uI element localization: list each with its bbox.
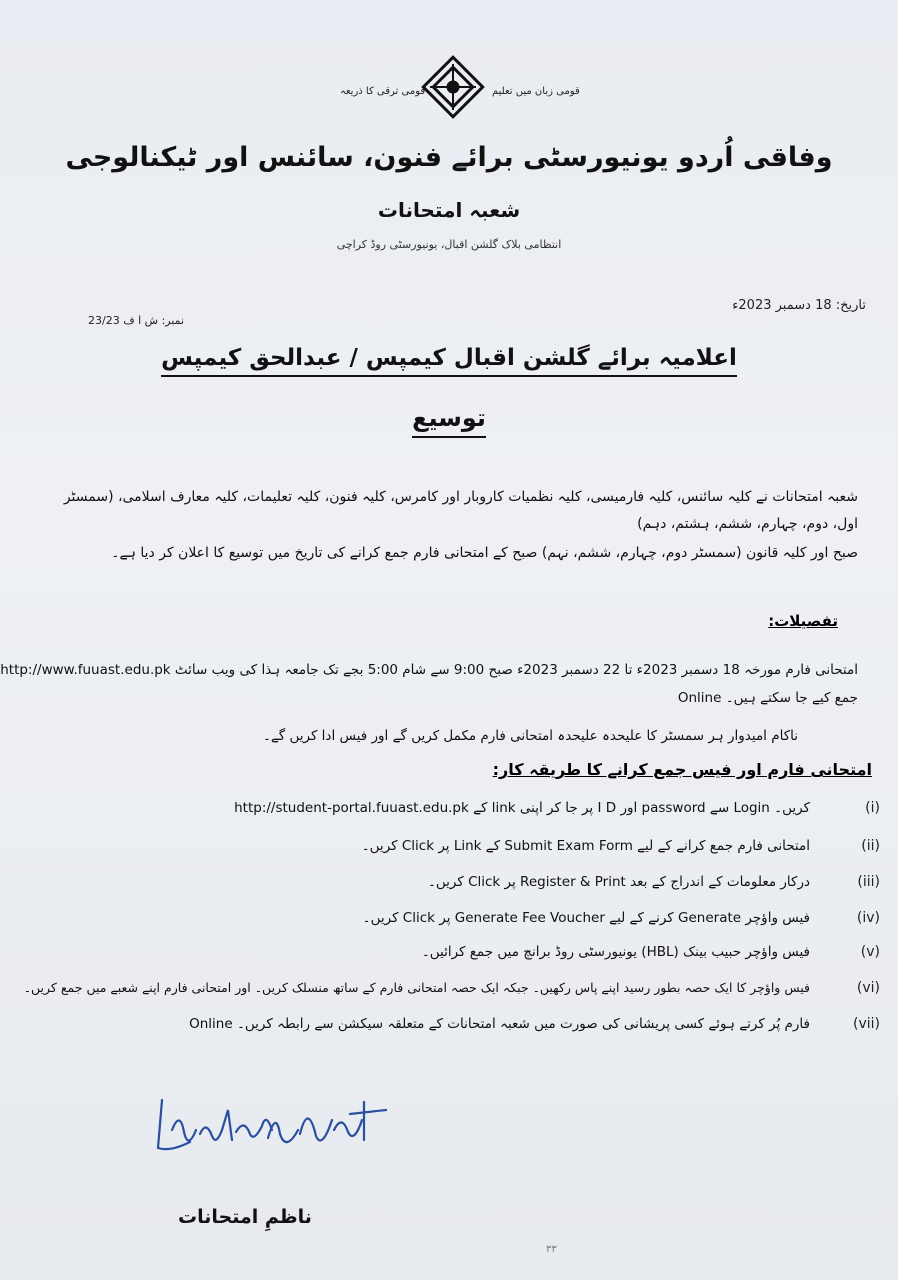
procedure-heading: امتحانی فارم اور فیس جمع کرانے کا طریقہ کار: [492, 760, 872, 779]
details-line-2: Online جمع کیے جا سکتے ہیں۔ [677, 690, 858, 706]
step-text: فیس واؤچر حبیب بینک (HBL) یونیورسٹی روڈ برانچ میں جمع کرائیں۔ [421, 944, 810, 960]
step-number: (i) [865, 800, 880, 816]
university-name: وفاقی اُردو یونیورسٹی برائے فنون، سائنس اور ٹیکنالوجی [65, 142, 833, 173]
details-line-1: امتحانی فارم مورخہ 18 دسمبر 2023ء تا 22 دسمبر 2023ء صبح 9:00 سے شام 5:00 بجے تک جامعہ ہذا کی ویب سائٹ http://www.fuuast.edu.pk [0, 662, 858, 678]
notice-subtitle-text: توسیع [412, 404, 486, 438]
details-heading: تفصیلات: [768, 612, 838, 630]
page-mark: ٣٣ [546, 1244, 557, 1255]
motto-right: قومی زبان میں تعلیم [492, 86, 580, 97]
motto-left: قومی ترقی کا ذریعہ [340, 86, 426, 97]
notice-body-line-1: شعبہ امتحانات نے کلیہ سائنس، کلیہ فارمیسی، کلیہ نظمیات کاروبار اور کامرس، کلیہ فنون، کلیہ تعلیمات، کلیہ معارف اسلامی، (سمسٹر اول، دوم، چہارم، ششم، ہشتم، دہم) [63, 489, 858, 532]
signer-title: ناظمِ امتحانات [178, 1206, 312, 1228]
procedure-step [190, 800, 880, 824]
step-text: امتحانی فارم جمع کرانے کے لیے Submit Exam Form کے Link پر Click کریں۔ [361, 838, 810, 854]
step-number: (ii) [861, 838, 880, 854]
procedure-step [190, 1016, 880, 1040]
procedure-step [190, 838, 880, 862]
university-emblem-icon [418, 52, 488, 122]
notice-title-text: اعلامیہ برائے گلشن اقبال کیمپس / عبدالحق کیمپس [161, 345, 737, 377]
university-logo [340, 52, 580, 122]
notice-subtitle [0, 404, 898, 432]
step-text: درکار معلومات کے اندراج کے بعد Register & Print پر Click کریں۔ [427, 874, 810, 890]
step-number: (iii) [857, 874, 880, 890]
step-number: (iv) [856, 910, 880, 926]
procedure-step [190, 944, 880, 968]
procedure-step [190, 874, 880, 898]
department-address: انتظامی بلاک گلشن اقبال، یونیورسٹی روڈ کراچی [336, 238, 562, 251]
procedure-step [23, 980, 880, 1004]
details-line-3: ناکام امیدوار ہر سمسٹر کا علیحدہ علیحدہ امتحانی فارم مکمل کریں گے اور فیس ادا کریں گے۔ [262, 728, 798, 744]
reference-number: نمبر: ش ا ف 23/23 [88, 314, 185, 327]
procedure-step [190, 910, 880, 934]
notice-body-line-2: صبح اور کلیہ قانون (سمسٹر دوم، چہارم، ششم، نہم) صبح کے امتحانی فارم جمع کرانے کی تاریخ میں توسیع کا اعلان کر دیا ہے۔ [111, 545, 858, 561]
step-text: فیس واؤچر Generate کرنے کے لیے Generate Fee Voucher پر Click کریں۔ [362, 910, 810, 926]
notice-title [0, 345, 898, 371]
department-name: شعبہ امتحانات [377, 198, 521, 222]
issue-date: تاریخ: 18 دسمبر 2023ء [732, 298, 866, 313]
step-text: http://student-portal.fuuast.edu.pk کے link پر جا کر اپنی I D اور password سے Login کریں۔ [234, 800, 810, 816]
step-number: (vii) [853, 1016, 880, 1032]
handwritten-signature [150, 1090, 390, 1170]
step-text: Online فارم پُر کرتے ہوئے کسی پریشانی کی صورت میں شعبہ امتحانات کے متعلقہ سیکشن سے رابطہ کریں۔ [189, 1016, 810, 1032]
step-number: (vi) [856, 980, 880, 996]
step-text: فیس واؤچر کا ایک حصہ بطور رسید اپنے پاس رکھیں۔ جبکہ ایک حصہ امتحانی فارم کے ساتھ منسلک کریں۔ اور امتحانی فارم اپنے شعبے میں جمع کریں۔ [23, 980, 810, 995]
step-number: (v) [860, 944, 880, 960]
